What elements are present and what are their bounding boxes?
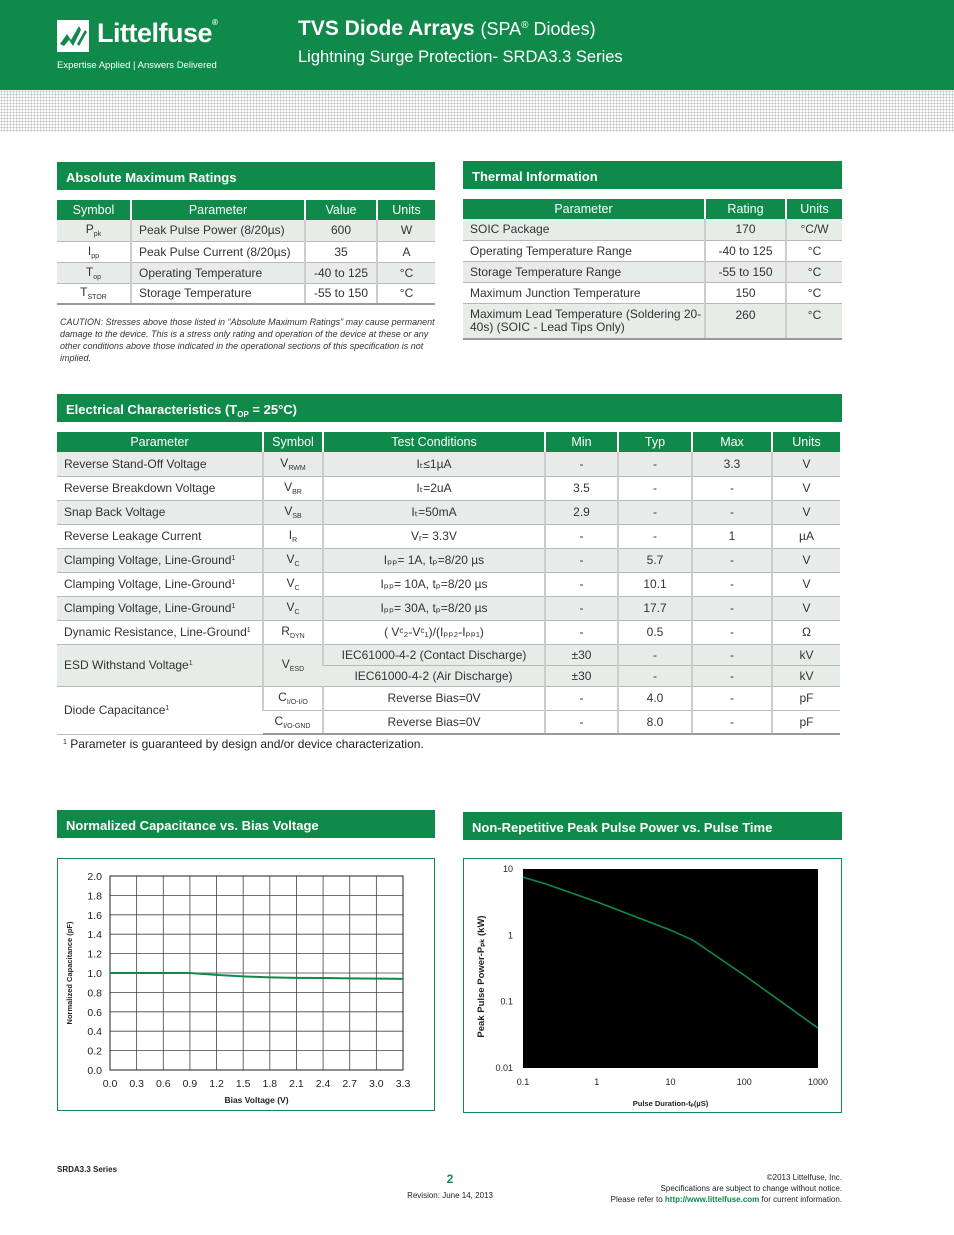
x-tick-label: 2.4: [315, 1078, 331, 1090]
x-axis-label: Pulse Duration-tₚ(µS): [632, 1099, 709, 1108]
brand-name: Littelfuse®: [97, 18, 218, 48]
plot-background: [523, 869, 818, 1068]
y-tick-label: 0.4: [87, 1026, 102, 1039]
abs-max-table: [57, 200, 435, 305]
x-tick-label: 0.0: [102, 1078, 118, 1090]
page-subtitle: Lightning Surge Protection- SRDA3.3 Series: [298, 48, 623, 66]
pulse-power-chart-svg: [464, 859, 841, 1112]
col-header: Min: [545, 432, 618, 452]
table-row: ESD Withstand Voltage$^1$ $V_{ESD}$ IEC61000-4-2 (Contact Discharge) ±30 - - kV: [57, 644, 840, 665]
x-tick-label: 0.9: [182, 1078, 198, 1090]
table-row: Reverse Breakdown Voltage $V_{BR}$ Iₜ=2uA 3.5 - - V: [57, 476, 840, 500]
x-tick-label: 2.1: [289, 1078, 304, 1090]
table-row: $C_{I/O-GND}$ Reverse Bias=0V - 8.0 - pF: [57, 710, 840, 734]
section-heading-capacitance-chart: Normalized Capacitance vs. Bias Voltage: [57, 810, 435, 838]
table-row: Maximum Lead Temperature (Soldering 20-40s) (SOIC - Lead Tips Only) 260 °C: [463, 303, 842, 339]
table-row: Clamping Voltage, Line-Ground$^1$ $V_C$ Iₚₚ= 30A, tₚ=8/20 µs - 17.7 - V: [57, 596, 840, 620]
copyright: ©2013 Littelfuse, Inc.: [766, 1173, 842, 1182]
footer-center: [400, 1172, 500, 1200]
col-header: Typ: [618, 432, 692, 452]
x-tick-label: 0.1: [516, 1077, 530, 1087]
dotted-banner: [0, 90, 954, 132]
y-axis-label: Peak Pulse Power-Pₚₖ (kW): [476, 915, 487, 1038]
table-row: Snap Back Voltage $V_{SB}$ Iₜ=50mA 2.9 - - V: [57, 500, 840, 524]
col-header: Value: [305, 200, 377, 220]
pulse-power-chart: [463, 858, 842, 1113]
table-row: Operating Temperature Range -40 to 125 °C: [463, 240, 842, 261]
x-tick-label: 10: [665, 1077, 676, 1087]
website-link[interactable]: http://www.littelfuse.com: [664, 1195, 760, 1204]
col-header: Parameter: [57, 432, 263, 452]
y-tick-label: 1.6: [87, 909, 102, 922]
col-header: Test Conditions: [323, 432, 545, 452]
brand-tagline: Expertise Applied | Answers Delivered: [57, 60, 217, 71]
footer-series: SRDA3.3 Series: [57, 1165, 118, 1174]
x-tick-label: 1.8: [262, 1078, 278, 1090]
table-row: Diode Capacitance$^1$ $C_{I/O-I/O}$ Reverse Bias=0V - 4.0 - pF: [57, 686, 840, 710]
y-tick-label: 1.4: [87, 929, 102, 942]
col-header: Max: [692, 432, 772, 452]
y-tick-label: 2.0: [87, 871, 102, 883]
table-row: Reverse Leakage Current $I_R$ Vᵣ= 3.3V - - 1 µA: [57, 524, 840, 548]
table-row: Reverse Stand-Off Voltage $V_{RWM}$ Iₜ≤1µA - - 3.3 V: [57, 452, 840, 476]
thermal-table: [463, 199, 842, 340]
table-row: Clamping Voltage, Line-Ground$^1$ $V_C$ Iₚₚ= 10A, tₚ=8/20 µs - 10.1 - V: [57, 572, 840, 596]
x-tick-label: 1: [594, 1077, 600, 1087]
col-header: Rating: [705, 199, 786, 219]
capacitance-chart-svg: [58, 859, 434, 1110]
col-header: Units: [772, 432, 840, 452]
littelfuse-logo-mark-icon: [57, 20, 89, 52]
x-tick-label: 1.2: [209, 1078, 224, 1090]
col-header: Symbol: [263, 432, 323, 452]
y-tick-label: 0.6: [87, 1006, 102, 1019]
y-tick-label: 0.8: [87, 987, 102, 1000]
x-tick-label: 0.3: [129, 1078, 144, 1090]
littelfuse-logo[interactable]: [57, 18, 227, 74]
y-tick-label: 0.2: [87, 1045, 102, 1058]
refer-line: Please refer to http://www.littelfuse.com for current information.: [610, 1195, 842, 1204]
col-header: Parameter: [131, 200, 305, 220]
table-row: SOIC Package 170 °C/W: [463, 219, 842, 240]
footer-right: [611, 1172, 842, 1205]
table-row: $P_{pk}$ Peak Pulse Power (8/20µs) 600 W: [57, 220, 435, 241]
series-line: [110, 973, 403, 979]
electrical-table: [57, 432, 840, 735]
table-row: Clamping Voltage, Line-Ground$^1$ $V_C$ Iₚₚ= 1A, tₚ=8/20 µs - 5.7 - V: [57, 548, 840, 572]
table-row: Maximum Junction Temperature 150 °C: [463, 282, 842, 303]
notice: Specifications are subject to change without notice.: [660, 1184, 842, 1193]
page-number: 2: [446, 1172, 454, 1186]
col-header: Parameter: [463, 199, 705, 219]
x-tick-label: 2.7: [342, 1078, 358, 1090]
table-row: Storage Temperature Range -55 to 150 °C: [463, 261, 842, 282]
col-header: Units: [786, 199, 842, 219]
col-header: Symbol: [57, 200, 131, 220]
caution-note: CAUTION: Stresses above those listed in “Absolute Maximum Ratings” may cause permanent damage to the device. This is a stress only rating and operation of the device at these or any other conditions above those indicated in the operational sections of this specification is not implied.: [60, 317, 435, 363]
table-row: IEC61000-4-2 (Air Discharge) ±30 - - kV: [57, 665, 840, 686]
col-header: Units: [377, 200, 435, 220]
y-tick-label: 0.0: [87, 1065, 102, 1077]
y-tick-label: 1.8: [87, 890, 102, 903]
x-tick-label: 3.0: [369, 1078, 384, 1090]
section-heading-abs-max: Absolute Maximum Ratings: [57, 162, 435, 190]
table-row: $T_{op}$ Operating Temperature -40 to 125 °C: [57, 262, 435, 283]
y-axis-label: Normalized Capacitance (pF): [65, 921, 74, 1025]
y-tick-label: 0.1: [500, 996, 513, 1007]
y-tick-label: 1.0: [87, 968, 102, 980]
footnote: $^1$ Parameter is guaranteed by design and/or device characterization.: [63, 737, 424, 751]
capacitance-chart: [57, 858, 435, 1111]
x-tick-label: 100: [736, 1077, 752, 1087]
table-row: $I_{pp}$ Peak Pulse Current (8/20µs) 35 A: [57, 241, 435, 262]
section-heading-pulse-chart: Non-Repetitive Peak Pulse Power vs. Pulse Time: [463, 812, 842, 840]
x-tick-label: 1000: [807, 1077, 829, 1087]
table-row: $T_{STOR}$ Storage Temperature -55 to 150 °C: [57, 283, 435, 304]
section-heading-thermal: Thermal Information: [463, 161, 842, 189]
y-tick-label: 0.01: [495, 1063, 513, 1073]
page-header: [0, 0, 954, 90]
revision-date: Revision: June 14, 2013: [407, 1191, 493, 1200]
x-axis-label: Bias Voltage (V): [224, 1095, 289, 1105]
section-heading-electrical: Electrical Characteristics $(T_{OP} = 25^\circ C)$: [57, 394, 842, 422]
x-tick-label: 1.5: [235, 1078, 251, 1090]
x-tick-label: 3.3: [395, 1078, 411, 1090]
y-tick-label: 10: [502, 864, 513, 874]
page-title: TVS Diode Arrays (SPA® Diodes): [298, 17, 596, 40]
x-tick-label: 0.6: [155, 1078, 171, 1090]
y-tick-label: 1.2: [87, 948, 102, 961]
y-tick-label: 1: [507, 930, 513, 941]
table-row: Dynamic Resistance, Line-Ground$^1$ $R_{DYN}$ ( Vᶜ₂-Vᶜ₁)/(Iₚₚ₂-Iₚₚ₁) - 0.5 - Ω: [57, 620, 840, 644]
